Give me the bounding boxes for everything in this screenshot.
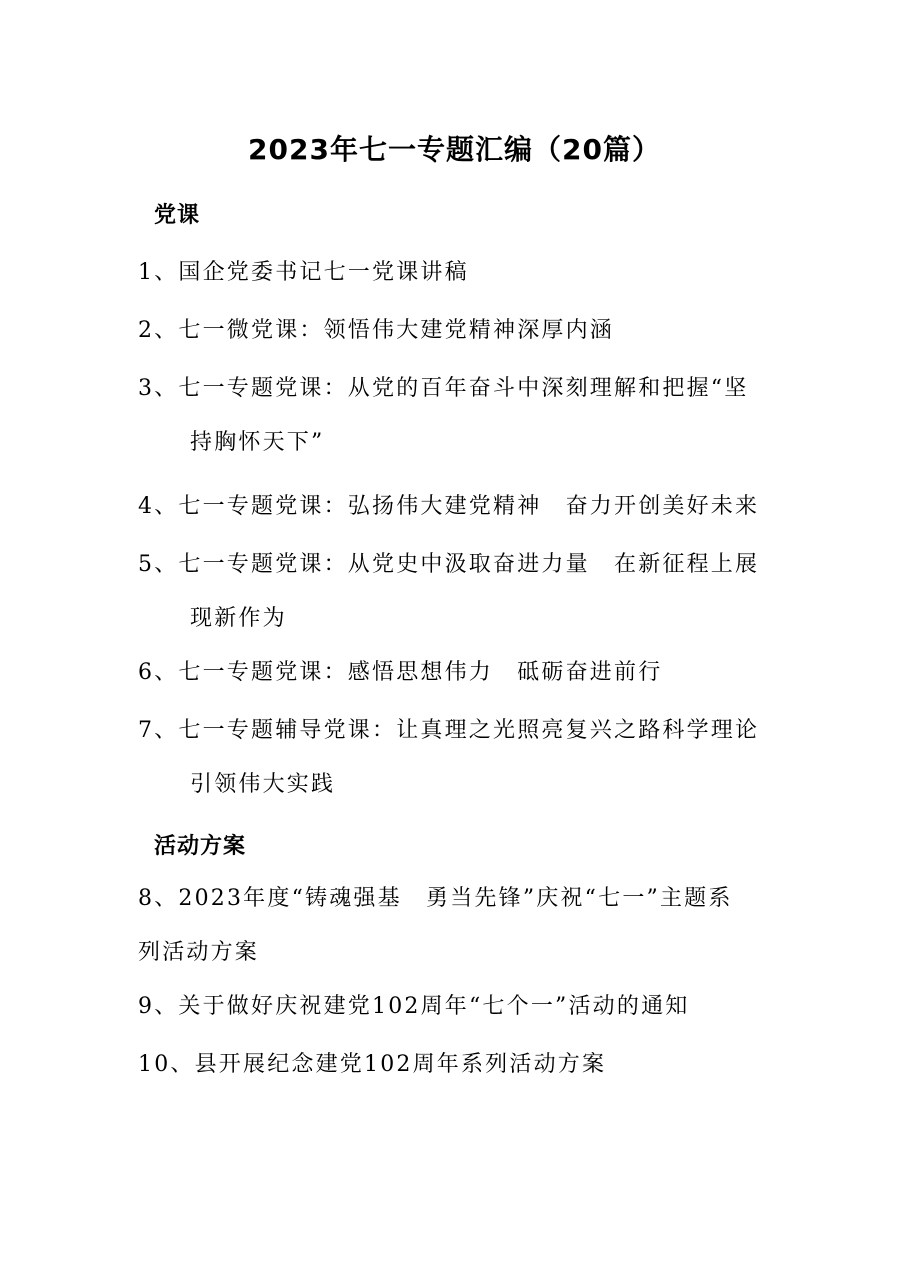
list-item-line: 引领伟大实践 [190,772,336,797]
list-item-line: 10、县开展纪念建党102周年系列活动方案 [138,1052,607,1077]
list-item-line: 4、七一专题党课：弘扬伟大建党精神 奋力开创美好未来 [138,494,760,519]
list-item-line: 持胸怀天下” [190,430,325,455]
section-heading-party-lessons: 党课 [154,203,201,228]
list-item [138,362,778,470]
section-heading-activity-plans: 活动方案 [154,834,247,859]
document-title: 2023年七一专题汇编（20篇） [248,133,661,166]
list-item [138,480,778,534]
list-item [138,872,778,980]
list-item [138,980,778,1034]
list-item-line: 3、七一专题党课：从党的百年奋斗中深刻理解和把握“坚 [138,376,749,401]
list-item [138,246,778,300]
list-item [138,704,778,812]
list-item-line: 7、七一专题辅导党课：让真理之光照亮复兴之路科学理论 [138,718,760,743]
list-item-line: 8、2023年度“铸魂强基 勇当先锋”庆祝“七一”主题系 [138,886,733,911]
list-item-line: 5、七一专题党课：从党史中汲取奋进力量 在新征程上展 [138,552,760,577]
list-item-line: 列活动方案 [138,940,260,965]
list-item-line: 2、七一微党课：领悟伟大建党精神深厚内涵 [138,318,614,343]
list-item-line: 9、关于做好庆祝建党102周年“七个一”活动的通知 [138,994,690,1019]
list-item-line: 1、国企党委书记七一党课讲稿 [138,260,469,285]
list-item [138,646,778,700]
list-item-line: 现新作为 [190,606,287,631]
list-item-line: 6、七一专题党课：感悟思想伟力 砥砺奋进前行 [138,660,663,685]
list-item [138,304,778,358]
list-item [138,1038,778,1092]
list-item [138,538,778,646]
